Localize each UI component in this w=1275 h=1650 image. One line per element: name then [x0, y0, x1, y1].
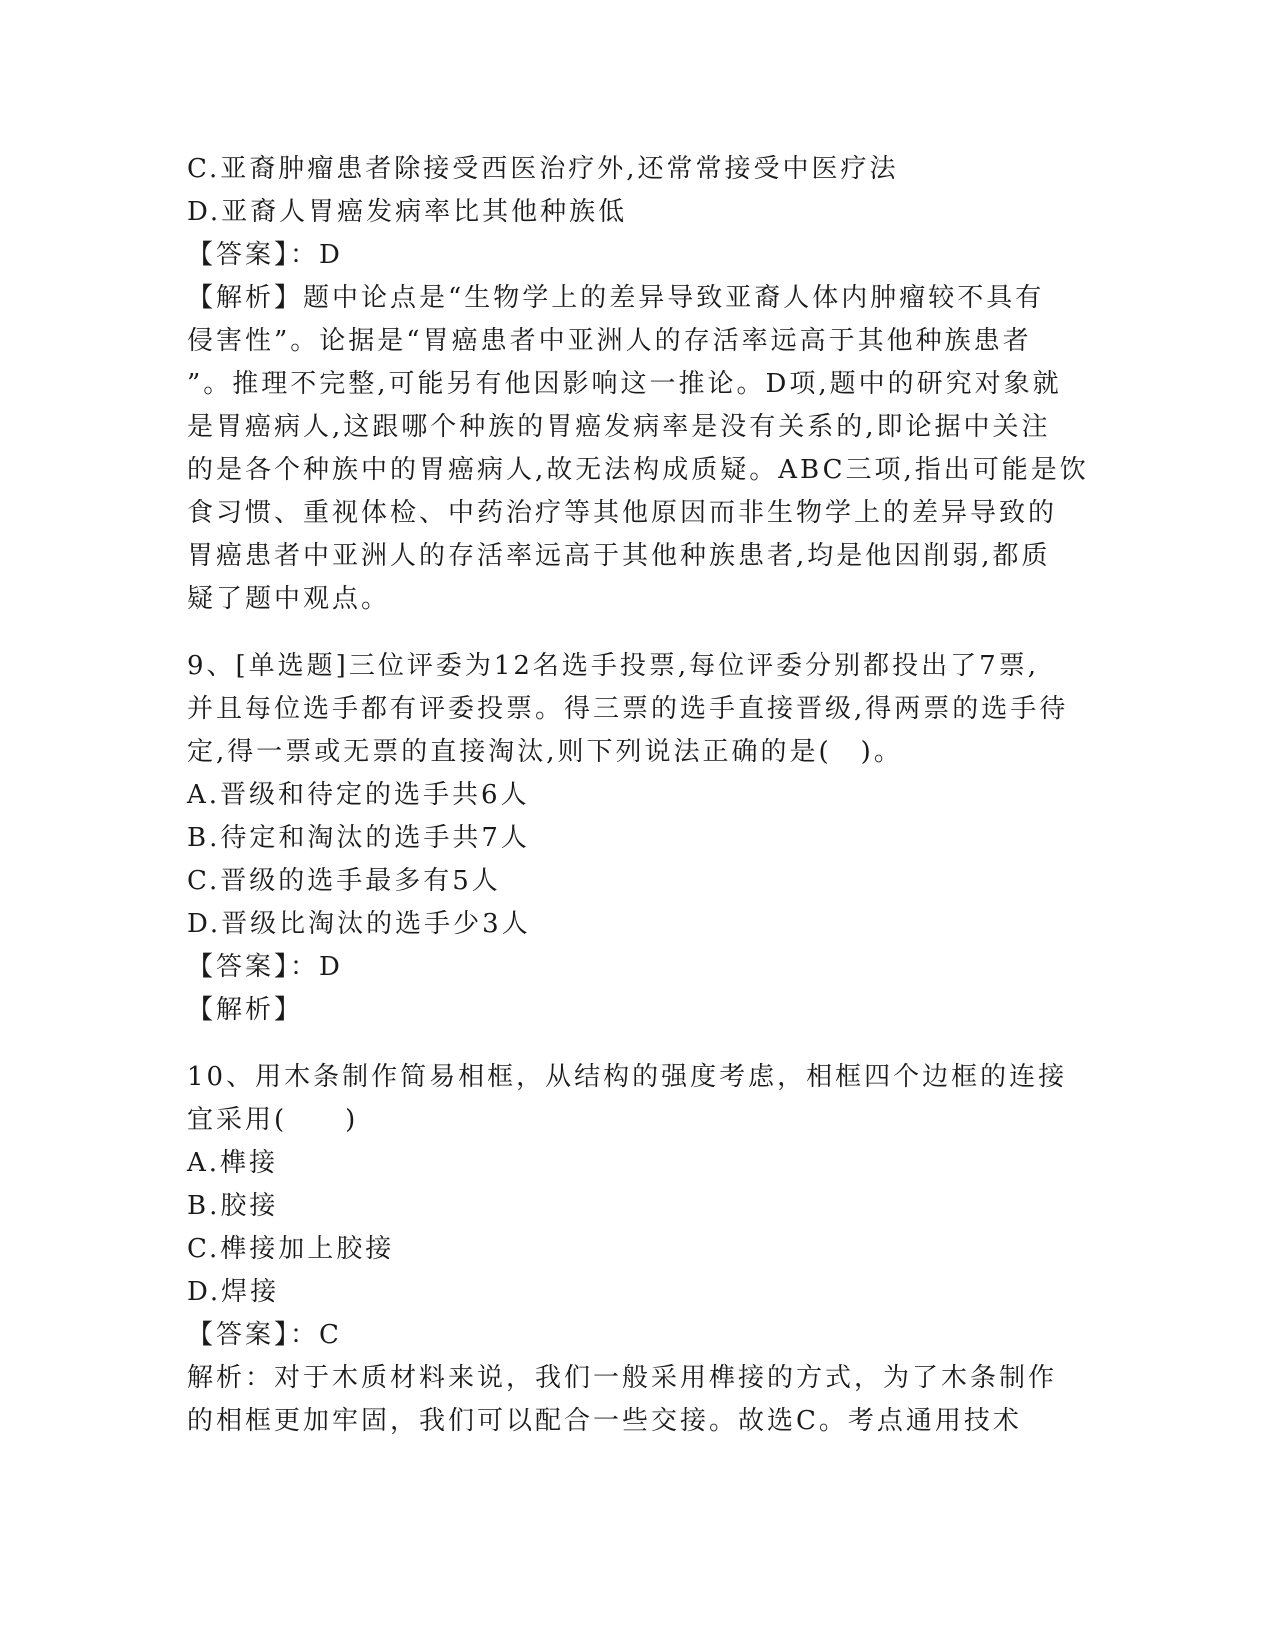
q9-option-b: B.待定和淘汰的选手共7人 — [187, 823, 530, 853]
q9-option-a: A.晋级和待定的选手共6人 — [187, 780, 530, 810]
q9-option-d: D.晋级比淘汰的选手少3人 — [187, 909, 531, 939]
q9-stem-line: 9、[单选题]三位评委为12名选手投票,每位评委分别都投出了7票, — [187, 651, 1039, 681]
q8-option-d: D.亚裔人胃癌发病率比其他种族低 — [187, 197, 628, 227]
q8-explanation-line: 胃癌患者中亚洲人的存活率远高于其他种族患者,均是他因削弱,都质 — [187, 541, 1051, 571]
q10-stem-line: 宜采用( ) — [187, 1105, 359, 1135]
question-9 — [187, 645, 1087, 1032]
q8-explanation-line: 的是各个种族中的胃癌病人,故无法构成质疑。ABC三项,指出可能是饮 — [187, 455, 1089, 485]
q9-explanation-label: 【解析】 — [187, 995, 304, 1025]
spacer — [187, 621, 1087, 645]
q8-explanation-line: 是胃癌病人,这跟哪个种族的胃癌发病率是没有关系的,即论据中关注 — [187, 412, 1051, 442]
q9-option-c: C.晋级的选手最多有5人 — [187, 866, 501, 896]
q8-explanation-line: 食习惯、重视体检、中药治疗等其他原因而非生物学上的差异导致的 — [187, 498, 1058, 528]
question-8 — [187, 148, 1087, 621]
document-page — [187, 148, 1087, 1443]
q8-explanation-line: ”。推理不完整,可能另有他因影响这一推论。D项,题中的研究对象就 — [187, 369, 1062, 399]
q9-answer: 【答案】：D — [187, 952, 343, 982]
q8-option-c: C.亚裔肿瘤患者除接受西医治疗外,还常常接受中医疗法 — [187, 154, 899, 184]
q10-explanation-line: 的相框更加牢固，我们可以配合一些交接。故选C。考点通用技术 — [187, 1406, 1022, 1436]
question-10 — [187, 1056, 1087, 1443]
q10-explanation-line: 解析：对于木质材料来说，我们一般采用榫接的方式，为了木条制作 — [187, 1363, 1058, 1393]
q8-explanation-line: 侵害性”。论据是“胃癌患者中亚洲人的存活率远高于其他种族患者 — [187, 326, 1032, 356]
q10-option-b: B.胶接 — [187, 1191, 279, 1221]
q10-answer: 【答案】：C — [187, 1320, 342, 1350]
q8-explanation-line: 疑了题中观点。 — [187, 584, 391, 614]
spacer — [187, 1032, 1087, 1056]
q10-option-a: A.榫接 — [187, 1148, 279, 1178]
q8-explanation-line: 【解析】题中论点是“生物学上的差异导致亚裔人体内肿瘤较不具有 — [187, 283, 1045, 313]
q9-stem-line: 并且每位选手都有评委投票。得三票的选手直接晋级,得两票的选手待 — [187, 694, 1069, 724]
q10-stem-line: 10、用木条制作简易相框，从结构的强度考虑，相框四个边框的连接 — [187, 1062, 1068, 1092]
q9-stem-line: 定,得一票或无票的直接淘汰,则下列说法正确的是( )。 — [187, 737, 903, 767]
q10-option-d: D.焊接 — [187, 1277, 280, 1307]
q8-answer: 【答案】：D — [187, 240, 343, 270]
q10-option-c: C.榫接加上胶接 — [187, 1234, 395, 1264]
